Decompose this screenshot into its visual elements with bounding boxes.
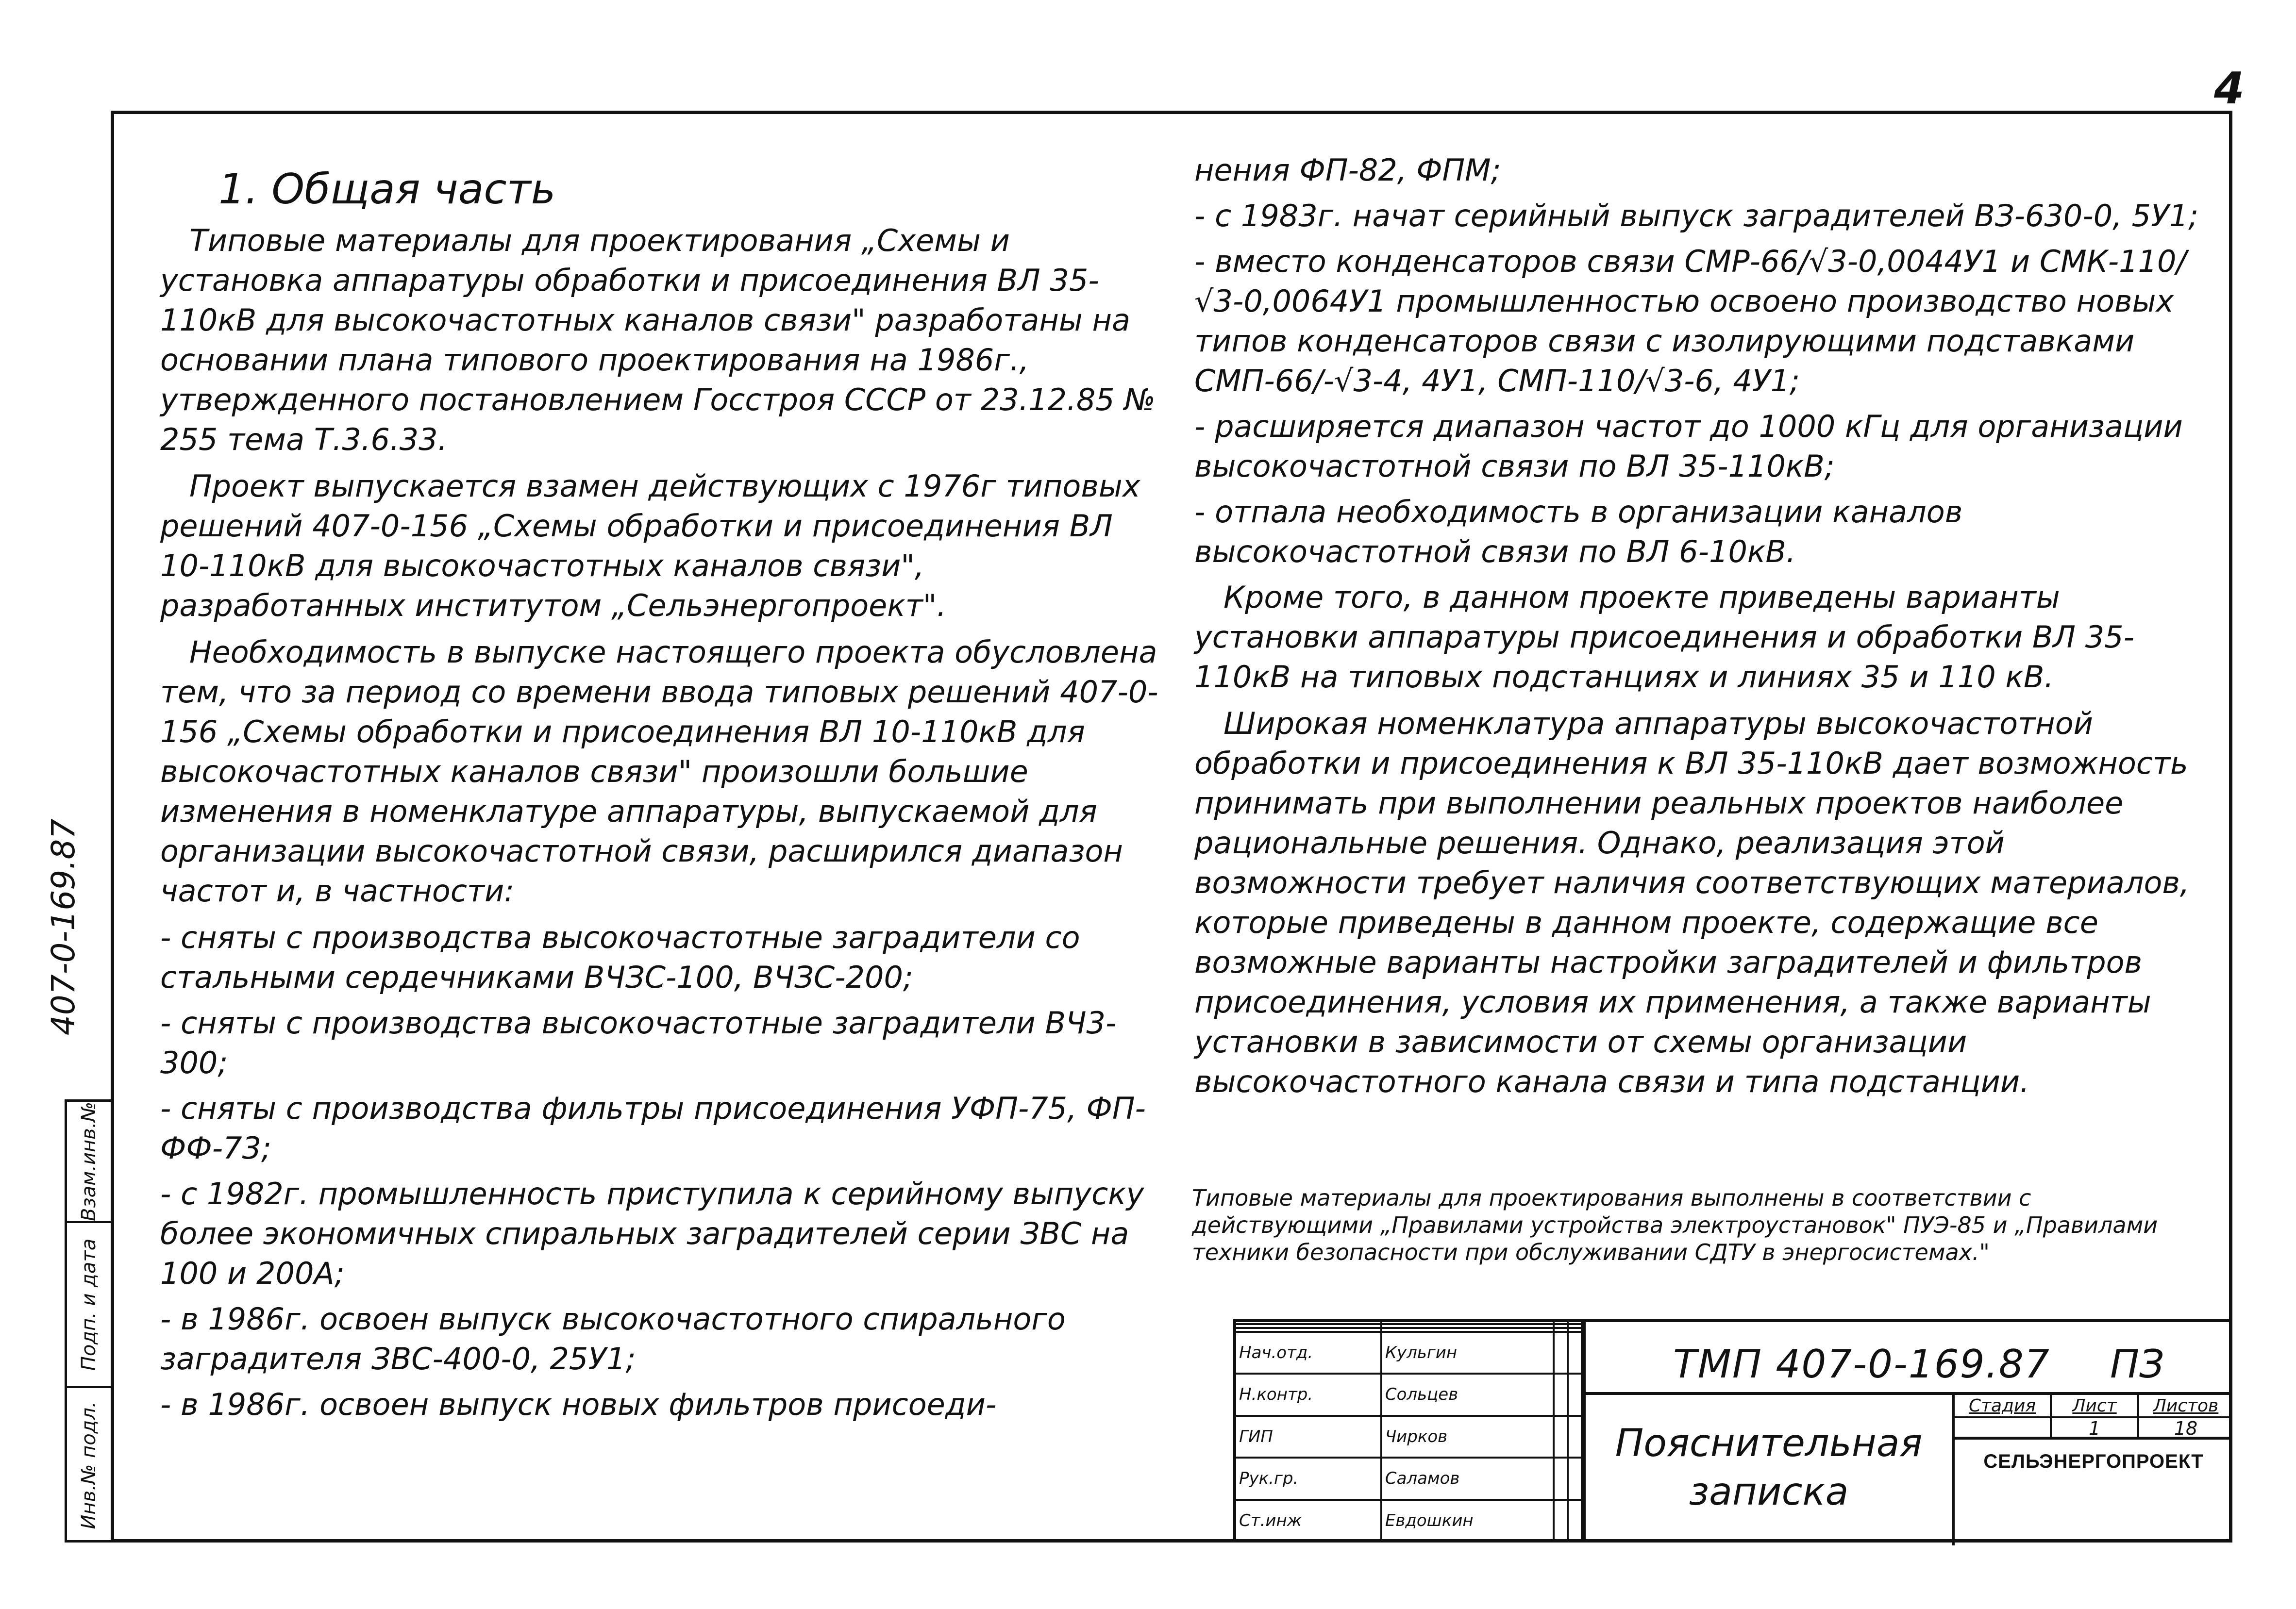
paragraph: Кроме того, в данном проекте приведены варианты установки аппаратуры присоединения и обработки ВЛ 35-110кВ на типовых подстанциях и линиях 35 и 110 кВ. <box>1194 580 2134 695</box>
side-document-code: 407-0-169.87 <box>45 818 82 1036</box>
stage-label: Стадия <box>1955 1395 2052 1418</box>
sig-name: Евдошкин <box>1381 1500 1554 1542</box>
list-item: - вместо конденсаторов связи СМР-66/√3-0,0044У1 и СМК-110/√3-0,0064У1 промышленностью освоено производство новых типов конденсаторов связи с изолирующими подставками СМП-66/-√3-4, 4У1, СМП-110/√3-6, 4У1; <box>1194 244 2187 398</box>
signature-grid <box>1233 1319 1583 1543</box>
side-cell-signature-date <box>67 1223 111 1388</box>
side-label-signature-date: Подп. и дата <box>78 1238 100 1371</box>
side-label-original-inventory: Инв.№ подл. <box>78 1401 100 1529</box>
list-item: - сняты с производства высокочастотные заградители ВЧ3-300; <box>160 1005 1117 1080</box>
right-text-blocks <box>1194 150 2204 1102</box>
list-item: - с 1982г. промышленность приступила к серийному выпуску более экономичных спиральных заградителей серии ЗВС на 100 и 200А; <box>160 1176 1144 1291</box>
paragraph: Проект выпускается взамен действующих с 1976г типовых решений 407-0-156 „Схемы обработки и присоединения ВЛ 10-110кВ для высокочастотных каналов связи", разработанных институтом „Сельэнергопроект". <box>160 468 1140 623</box>
sheets-value: 18 <box>2139 1418 2232 1440</box>
sig-name: Саламов <box>1381 1458 1554 1499</box>
side-cell-original-inventory <box>67 1388 111 1543</box>
list-item: - в 1986г. освоен выпуск новых фильтров присоеди- <box>160 1387 997 1422</box>
list-item: - сняты с производства высокочастотные заградители со стальными сердечниками ВЧЗС-100, ВЧЗС-200; <box>160 920 1080 995</box>
sig-name: Кульгин <box>1381 1332 1554 1374</box>
title-block-code-row <box>1586 1322 2232 1395</box>
sheets-label: Листов <box>2139 1395 2232 1418</box>
paragraph: Широкая номенклатура аппаратуры высокочастотной обработки и присоединения к ВЛ 35-110кВ дает возможность принимать при выполнении реальных проектов наиболее рациональные решения. Однако, реализация этой возможности требует наличия соответствующих материалов, которые приведены в данном проекте, содержащие все возможные варианты настройки заградителей и фильтров присоединения, условия их применения, а также варианты установки в зависимости от схемы организации высокочастотного канала связи и типа подстанции. <box>1194 706 2190 1099</box>
sheet-number: 4 <box>2214 63 2245 114</box>
sig-role: Нач.отд. <box>1236 1332 1381 1374</box>
list-item: - сняты с производства фильтры присоединения УФП-75, ФП-ФФ-73; <box>160 1091 1146 1166</box>
paragraph: Типовые материалы для проектирования „Схемы и установка аппаратуры обработки и присоединения ВЛ 35-110кВ для высокочастотных каналов связи" разработаны на основании плана типового проектирования на 1986г., утвержденного постановлением Госстроя СССР от 23.12.85 № 255 тема Т.3.6.33. <box>160 223 1156 457</box>
list-item: - в 1986г. освоен выпуск высокочастотного спирального заградителя ЗВС-400-0, 25У1; <box>160 1301 1066 1377</box>
document-title-line1: Пояснительная <box>1615 1422 1923 1465</box>
document-title-line2: записка <box>1689 1470 1849 1514</box>
sheet-label: Лист <box>2052 1395 2139 1418</box>
organization-name: СЕЛЬЭНЕРГОПРОЕКТ <box>1983 1451 2204 1472</box>
left-text-blocks <box>160 221 1165 1425</box>
side-cell-replacement <box>67 1102 111 1223</box>
paragraph: Необходимость в выпуске настоящего проекта обусловлена тем, что за период со времени ввода типовых решений 407-0-156 „Схемы обработки и присоединения ВЛ 10-110кВ для высокочастотных каналов связи" произошли большие изменения в номенклатуре аппаратуры, выпускаемой для организации высокочастотной связи, расширился диапазон частот и, в частности: <box>160 634 1158 909</box>
stage-value <box>1955 1418 2052 1440</box>
list-item: нения ФП-82, ФПМ; <box>1194 152 1501 188</box>
standards-note: Типовые материалы для проектирования выполнены в соответствии с действующими „Правилами устройства электроустановок" ПУЭ-85 и „Правилами техники безопасности при обслуживании СДТУ в энергосистемах." <box>1192 1185 2158 1265</box>
sig-role: Н.контр. <box>1236 1374 1381 1415</box>
sig-role: ГИП <box>1236 1416 1381 1458</box>
list-item: - отпала необходимость в организации каналов высокочастотной связи по ВЛ 6-10кВ. <box>1194 494 1963 569</box>
title-block <box>1583 1319 2232 1543</box>
document-title <box>1586 1395 1955 1545</box>
text-column-left <box>160 163 1165 1430</box>
sig-name: Чирков <box>1381 1416 1554 1458</box>
side-label-replacement: Взам.инв.№ <box>78 1102 100 1222</box>
list-item: - с 1983г. начат серийный выпуск заградителей ВЗ-630-0, 5У1; <box>1194 198 2199 233</box>
sig-role: Рук.гр. <box>1236 1458 1381 1499</box>
sig-name: Сольцев <box>1381 1374 1554 1415</box>
title-block-sheet-info <box>1955 1395 2232 1545</box>
side-stamp <box>65 1099 111 1543</box>
section-title: 1. Общая часть <box>218 165 556 214</box>
sheet-value: 1 <box>2052 1418 2139 1440</box>
text-column-right <box>1194 150 2204 1109</box>
document-code: ТМП 407-0-169.87 <box>1673 1342 2050 1387</box>
document-type: ПЗ <box>2110 1342 2164 1387</box>
list-item: - расширяется диапазон частот до 1000 кГц для организации высокочастотной связи по ВЛ 35-110кВ; <box>1194 409 2183 484</box>
sig-role: Ст.инж <box>1236 1500 1381 1542</box>
